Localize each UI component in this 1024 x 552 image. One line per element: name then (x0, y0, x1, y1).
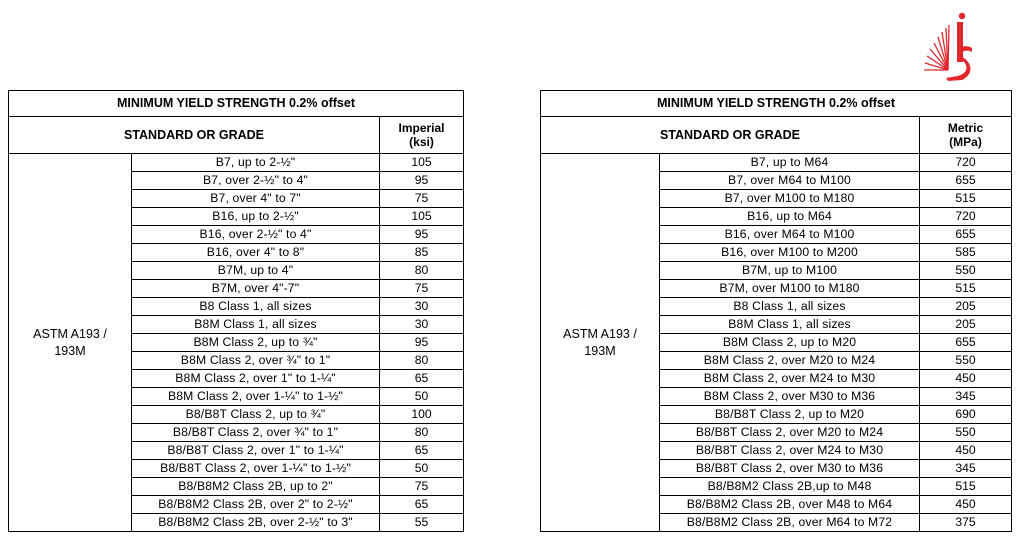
value-cell: 50 (380, 388, 464, 406)
grade-cell: B8/B8M2 Class 2B, over M64 to M72 (660, 514, 920, 532)
grade-cell: B8 Class 1, all sizes (660, 298, 920, 316)
grade-cell: B7, over 4" to 7" (132, 190, 380, 208)
value-cell: 690 (920, 406, 1012, 424)
grade-cell: B8/B8T Class 2, over M20 to M24 (660, 424, 920, 442)
grade-cell: B8/B8M2 Class 2B, over 2" to 2-½" (132, 496, 380, 514)
grade-cell: B7M, up to M100 (660, 262, 920, 280)
grade-cell: B16, up to 2-½" (132, 208, 380, 226)
value-cell: 720 (920, 154, 1012, 172)
grade-cell: B8M Class 2, up to ¾" (132, 334, 380, 352)
value-cell: 515 (920, 280, 1012, 298)
value-cell: 345 (920, 388, 1012, 406)
value-cell: 515 (920, 478, 1012, 496)
unit-header-name: Imperial (398, 121, 445, 135)
table-title: MINIMUM YIELD STRENGTH 0.2% offset (9, 91, 464, 117)
logo-s-icon (946, 46, 972, 81)
grade-cell: B7M, up to 4" (132, 262, 380, 280)
grade-cell: B8/B8M2 Class 2B, over 2-½" to 3" (132, 514, 380, 532)
standard-line-1: ASTM A193 / (563, 326, 637, 341)
grade-cell: B8M Class 2, up to M20 (660, 334, 920, 352)
grade-cell: B8/B8M2 Class 2B, up to 2" (132, 478, 380, 496)
grade-cell: B8/B8M2 Class 2B, over M48 to M64 (660, 496, 920, 514)
value-cell: 585 (920, 244, 1012, 262)
grade-cell: B7, up to M64 (660, 154, 920, 172)
value-cell: 450 (920, 370, 1012, 388)
grade-cell: B7, over M100 to M180 (660, 190, 920, 208)
grade-cell: B16, over 2-½" to 4" (132, 226, 380, 244)
grade-cell: B7, over M64 to M100 (660, 172, 920, 190)
grade-cell: B8M Class 2, over M30 to M36 (660, 388, 920, 406)
grade-cell: B8M Class 2, over 1-¼" to 1-½" (132, 388, 380, 406)
value-cell: 80 (380, 424, 464, 442)
grade-cell: B8M Class 2, over 1" to 1-¼" (132, 370, 380, 388)
grade-cell: B16, up to M64 (660, 208, 920, 226)
value-cell: 55 (380, 514, 464, 532)
unit-header-unit: (MPa) (949, 135, 982, 149)
value-cell: 80 (380, 352, 464, 370)
value-cell: 105 (380, 154, 464, 172)
grade-cell: B7M, over M100 to M180 (660, 280, 920, 298)
grade-cell: B8/B8T Class 2, up to ¾" (132, 406, 380, 424)
grade-cell: B7, over 2-½" to 4" (132, 172, 380, 190)
grade-cell: B16, over M64 to M100 (660, 226, 920, 244)
value-cell: 515 (920, 190, 1012, 208)
unit-header-name: Metric (947, 121, 984, 135)
value-cell: 75 (380, 280, 464, 298)
unit-header (380, 117, 464, 154)
value-cell: 550 (920, 352, 1012, 370)
value-cell: 80 (380, 262, 464, 280)
grade-cell: B16, over M100 to M200 (660, 244, 920, 262)
unit-header (920, 117, 1012, 154)
standard-grade-header: STANDARD OR GRADE (9, 117, 380, 154)
value-cell: 100 (380, 406, 464, 424)
table-title: MINIMUM YIELD STRENGTH 0.2% offset (541, 91, 1012, 117)
metric-yield-table (540, 90, 1012, 532)
grade-cell: B8/B8M2 Class 2B,up to M48 (660, 478, 920, 496)
value-cell: 95 (380, 334, 464, 352)
table-row (541, 154, 1012, 172)
logo-fan-icon (924, 25, 949, 70)
value-cell: 95 (380, 172, 464, 190)
value-cell: 450 (920, 496, 1012, 514)
value-cell: 720 (920, 208, 1012, 226)
grade-cell: B8/B8T Class 2, over M24 to M30 (660, 442, 920, 460)
value-cell: 65 (380, 496, 464, 514)
grade-cell: B16, over 4" to 8" (132, 244, 380, 262)
grade-cell: B8/B8T Class 2, over M30 to M36 (660, 460, 920, 478)
value-cell: 655 (920, 226, 1012, 244)
value-cell: 105 (380, 208, 464, 226)
standard-grade-header: STANDARD OR GRADE (541, 117, 920, 154)
grade-cell: B8M Class 2, over M20 to M24 (660, 352, 920, 370)
value-cell: 655 (920, 334, 1012, 352)
standard-cell (541, 154, 660, 532)
table-row (9, 154, 464, 172)
value-cell: 50 (380, 460, 464, 478)
value-cell: 375 (920, 514, 1012, 532)
value-cell: 345 (920, 460, 1012, 478)
grade-cell: B8/B8T Class 2, over 1-¼" to 1-½" (132, 460, 380, 478)
grade-cell: B8M Class 2, over M24 to M30 (660, 370, 920, 388)
standard-line-1: ASTM A193 / (33, 326, 107, 341)
standard-line-2: 193M (54, 343, 86, 358)
value-cell: 655 (920, 172, 1012, 190)
grade-cell: B8/B8T Class 2, over ¾" to 1" (132, 424, 380, 442)
value-cell: 30 (380, 316, 464, 334)
value-cell: 550 (920, 262, 1012, 280)
value-cell: 75 (380, 478, 464, 496)
value-cell: 65 (380, 442, 464, 460)
grade-cell: B8M Class 2, over ¾" to 1" (132, 352, 380, 370)
value-cell: 30 (380, 298, 464, 316)
standard-line-2: 193M (584, 343, 616, 358)
standard-cell (9, 154, 132, 532)
imperial-yield-table (8, 90, 464, 532)
value-cell: 205 (920, 316, 1012, 334)
grade-cell: B8M Class 1, all sizes (660, 316, 920, 334)
logo-dot-icon (959, 13, 965, 19)
value-cell: 75 (380, 190, 464, 208)
value-cell: 95 (380, 226, 464, 244)
grade-cell: B8/B8T Class 2, over 1" to 1-¼" (132, 442, 380, 460)
value-cell: 450 (920, 442, 1012, 460)
value-cell: 85 (380, 244, 464, 262)
grade-cell: B7, up to 2-½" (132, 154, 380, 172)
value-cell: 205 (920, 298, 1012, 316)
company-logo (922, 8, 974, 84)
grade-cell: B8 Class 1, all sizes (132, 298, 380, 316)
grade-cell: B8M Class 1, all sizes (132, 316, 380, 334)
value-cell: 65 (380, 370, 464, 388)
unit-header-unit: (ksi) (409, 135, 434, 149)
grade-cell: B7M, over 4"-7" (132, 280, 380, 298)
value-cell: 550 (920, 424, 1012, 442)
grade-cell: B8/B8T Class 2, up to M20 (660, 406, 920, 424)
